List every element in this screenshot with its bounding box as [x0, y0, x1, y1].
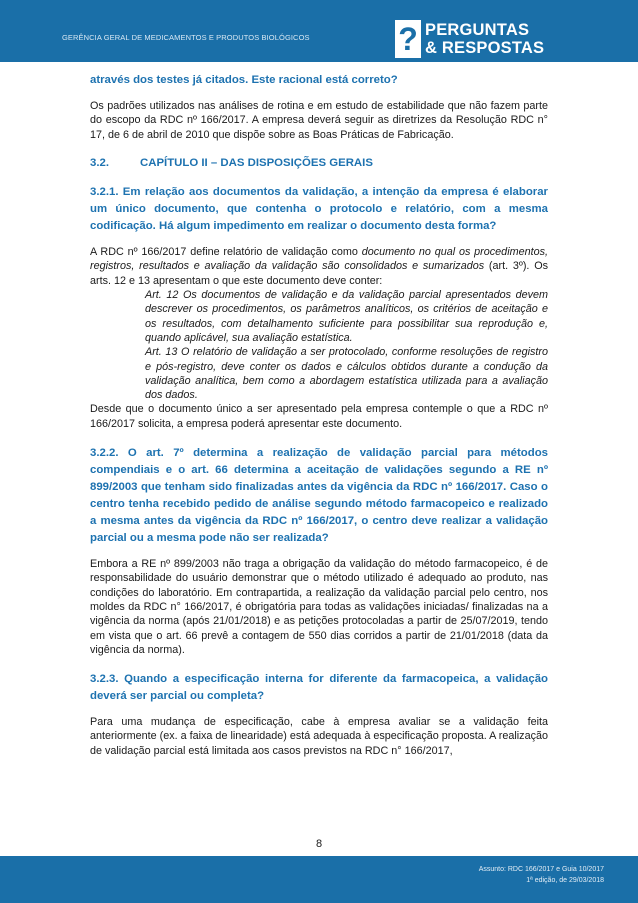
- logo-line1: PERGUNTAS: [425, 21, 530, 39]
- section-title: CAPÍTULO II – DAS DISPOSIÇÕES GERAIS: [140, 156, 373, 169]
- footer-subject: Assunto: RDC 166/2017 e Guia 10/2017: [478, 866, 604, 873]
- question-3-2-3: 3.2.3. Quando a especificação interna for diferente da farmacopeica, a validação deverá ser parcial ou completa?: [90, 673, 548, 703]
- answer-3-2-1-intro: [90, 245, 548, 288]
- quote-art-12: Art. 12 Os documentos de validação e da validação parcial apresentados devem descrever os procedimentos, os parâmetros analíticos, os critérios de aceitação e os resultados, com detalhamento suficiente para possibilitar sua reprodução e, quando aplicável, sua avaliação estatística.: [145, 289, 548, 344]
- question-mark-icon: ?: [395, 20, 421, 58]
- quote-art-13: Art. 13 O relatório de validação a ser protocolado, conforme resoluções de registro e pós-registro, deve conter os dados e cálculos obtidos durante a condução da validação analítica, bem como a abordagem estatística utilizada para a avaliação dos dados.: [145, 346, 548, 402]
- header-band: [0, 0, 638, 62]
- answer-text: A RDC nº 166/2017 define relatório de validação como: [90, 246, 362, 259]
- answer-3-2-2: Embora a RE nº 899/2003 não traga a obrigação da validação do método farmacopeico, é de responsabilidade do usuário demonstrar que o método utilizado é adequado ao produto, nas condições do laboratório. Em contrapartida, a realização da validação parcial pelo centro, nos moldes da RDC n° 166/2017, é obrigatória para todas as validações iniciadas/ finalizadas na a vigência da norma (após 21/01/2018) e as petições protocoladas a partir de 25/07/2019, tendo em vista que o art. 66 prevê a contagem de 550 dias corridos a partir de 21/01/2018 (data da vigência da norma).: [90, 558, 548, 656]
- answer-text: (art. 3º). Os arts. 12 e 13 apresentam o que este documento deve conter:: [90, 260, 548, 287]
- footer-edition: 1ª edição, de 29/03/2018: [526, 877, 604, 884]
- answer-3-2-3: Para uma mudança de especificação, cabe à empresa avaliar se a validação feita anteriormente (ex. a faixa de linearidade) está adequada à especificação proposta. A realização de validação parcial está limitada aos casos previstos na RDC n° 166/2017,: [90, 716, 548, 757]
- question-3-2-1: 3.2.1. Em relação aos documentos da validação, a intenção da empresa é elaborar um único documento, que contenha o protocolo e relatório, com a mesma codificação. Há algum impedimento em realizar o documento desta forma?: [90, 186, 548, 233]
- answer-definition: documento no qual os procedimentos, registros, resultados e avaliação da validação são consolidados e sumarizados: [90, 246, 548, 273]
- answer-3-2-1-conclusion: Desde que o documento único a ser apresentado pela empresa contemple o que a RDC nº 166/2017 solicita, a empresa poderá apresentar este documento.: [90, 403, 548, 430]
- header-org-name: GERÊNCIA GERAL DE MEDICAMENTOS E PRODUTOS BIOLÓGICOS: [62, 33, 310, 42]
- document-body: [90, 72, 548, 758]
- section-number: 3.2.: [90, 156, 109, 169]
- page-number: 8: [315, 838, 323, 850]
- question-continued: através dos testes já citados. Este racional está correto?: [90, 74, 398, 86]
- section-heading: [90, 156, 548, 170]
- answer-paragraph: Os padrões utilizados nas análises de rotina e em estudo de estabilidade que não fazem parte do escopo da RDC nº 166/2017. A empresa deverá seguir as diretrizes da Resolução RDC n° 17, de 6 de abril de 2010 que dispõe sobre as Boas Práticas de Fabricação.: [90, 100, 548, 141]
- footer-band: [0, 856, 638, 903]
- perguntas-respostas-logo: [395, 20, 553, 58]
- question-3-2-2: 3.2.2. O art. 7º determina a realização de validação parcial para métodos compendiais e o art. 66 determina a aceitação de validações segundo a RE nº 899/2003 que tenham sido finalizadas antes da vigência da RDC nº 166/2017. Caso o centro tenha recebido pedido de análise segundo método farmacopeico e realizado a mesma antes da vigência da RDC nº 166/2017, o centro deve realizar a validação parcial ou a mesma pode não ser realizada?: [90, 447, 548, 545]
- logo-line2: & RESPOSTAS: [425, 39, 545, 57]
